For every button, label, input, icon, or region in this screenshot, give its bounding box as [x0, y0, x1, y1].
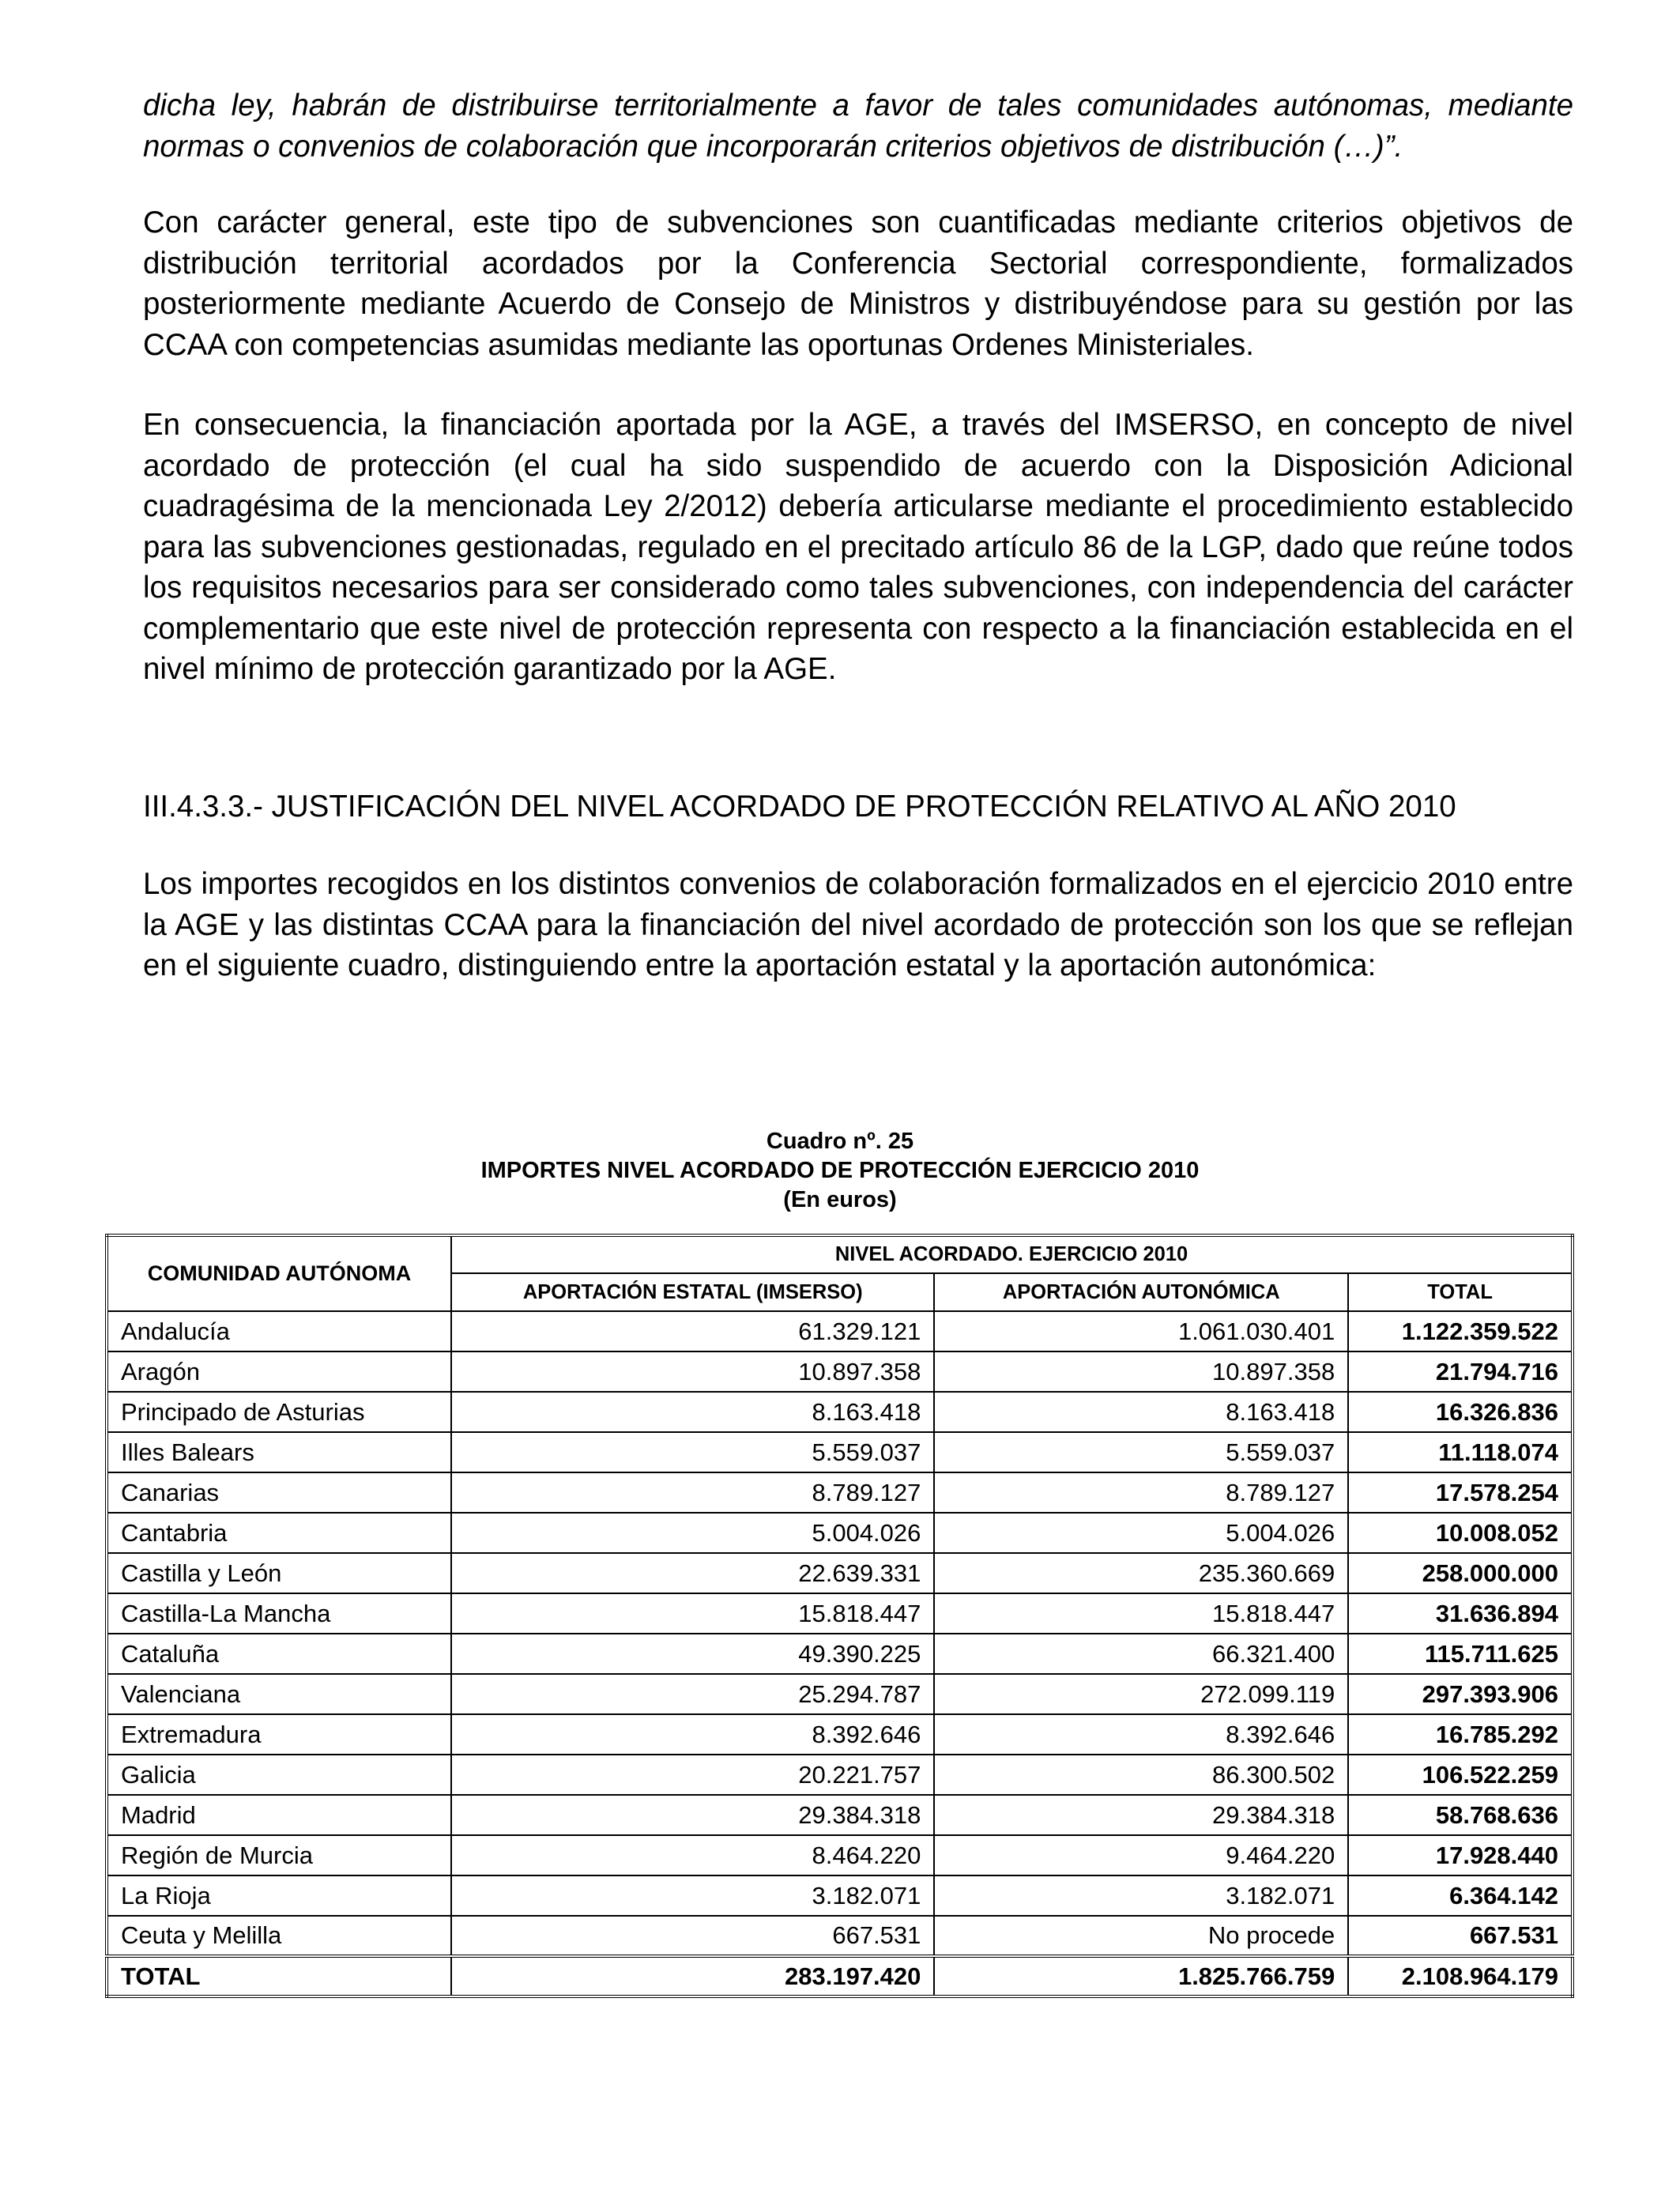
total-row — [107, 1956, 1573, 1996]
table-row — [107, 1513, 1573, 1553]
table-row — [107, 1593, 1573, 1634]
caption-number: Cuadro nº. 25 — [766, 1129, 914, 1154]
cell-total: 16.785.292 — [1348, 1714, 1573, 1755]
cell-comunidad: Extremadura — [107, 1714, 451, 1755]
cell-comunidad: Canarias — [107, 1472, 451, 1513]
cell-total: 1.122.359.522 — [1348, 1311, 1573, 1351]
table-row — [107, 1472, 1573, 1513]
cell-total: 258.000.000 — [1348, 1553, 1573, 1593]
cell-autonomica: 29.384.318 — [934, 1795, 1348, 1835]
cell-autonomica: 235.360.669 — [934, 1553, 1348, 1593]
cell-total: 297.393.906 — [1348, 1674, 1573, 1714]
total-estatal: 283.197.420 — [451, 1956, 934, 1996]
cell-autonomica: No procede — [934, 1916, 1348, 1956]
cell-comunidad: Cataluña — [107, 1634, 451, 1674]
cell-estatal: 25.294.787 — [451, 1674, 934, 1714]
cell-autonomica: 10.897.358 — [934, 1351, 1348, 1392]
cell-estatal: 10.897.358 — [451, 1351, 934, 1392]
table-row — [107, 1634, 1573, 1674]
cell-estatal: 8.464.220 — [451, 1835, 934, 1875]
cell-total: 17.578.254 — [1348, 1472, 1573, 1513]
cell-autonomica: 8.789.127 — [934, 1472, 1348, 1513]
table-row — [107, 1553, 1573, 1593]
cell-estatal: 5.559.037 — [451, 1432, 934, 1472]
cell-autonomica: 5.559.037 — [934, 1432, 1348, 1472]
header-nivel-acordado: NIVEL ACORDADO. EJERCICIO 2010 — [451, 1235, 1573, 1273]
table-row — [107, 1714, 1573, 1755]
table-row — [107, 1432, 1573, 1472]
paragraph-consecuencia: En consecuencia, la financiación aportada por la AGE, a través del IMSERSO, en concepto de nivel acordado de protección (el cual ha sido suspendido de acuerdo con la Disposición Adicional cuadragésima de la mencionada Ley 2/2012) debería articularse mediante el procedimiento establecido para las subvenciones gestionadas, regulado en el precitado artículo 86 de la LGP, dado que reúne todos los requisitos necesarios para ser considerado como tales subvenciones, con independencia del carácter complementario que este nivel de protección representa con respecto a la financiación establecida en el nivel mínimo de protección garantizado por la AGE. — [143, 408, 1573, 686]
cell-estatal: 49.390.225 — [451, 1634, 934, 1674]
table-body — [107, 1311, 1573, 1996]
cell-comunidad: Ceuta y Melilla — [107, 1916, 451, 1956]
table-row — [107, 1351, 1573, 1392]
cell-estatal: 29.384.318 — [451, 1795, 934, 1835]
cell-estatal: 61.329.121 — [451, 1311, 934, 1351]
cell-total: 31.636.894 — [1348, 1593, 1573, 1634]
cell-total: 16.326.836 — [1348, 1392, 1573, 1432]
cell-total: 115.711.625 — [1348, 1634, 1573, 1674]
header-estatal: APORTACIÓN ESTATAL (IMSERSO) — [451, 1273, 934, 1311]
cell-total: 6.364.142 — [1348, 1875, 1573, 1916]
cell-estatal: 8.789.127 — [451, 1472, 934, 1513]
cell-comunidad: Castilla-La Mancha — [107, 1593, 451, 1634]
table-row — [107, 1875, 1573, 1916]
importes-table — [105, 1234, 1574, 1998]
table-row — [107, 1835, 1573, 1875]
intro-block — [143, 864, 1573, 986]
cell-autonomica: 8.392.646 — [934, 1714, 1348, 1755]
cell-estatal: 8.163.418 — [451, 1392, 934, 1432]
cell-comunidad: Galicia — [107, 1755, 451, 1795]
total-label: TOTAL — [107, 1956, 451, 1996]
cell-comunidad: Aragón — [107, 1351, 451, 1392]
cell-comunidad: Valenciana — [107, 1674, 451, 1714]
document-body — [143, 85, 1573, 690]
caption-title: IMPORTES NIVEL ACORDADO DE PROTECCIÓN EJERCICIO 2010 — [480, 1158, 1200, 1183]
section-heading: III.4.3.3.- JUSTIFICACIÓN DEL NIVEL ACORDADO DE PROTECCIÓN RELATIVO AL AÑO 2010 — [143, 790, 1456, 824]
cell-total: 17.928.440 — [1348, 1835, 1573, 1875]
cell-total: 58.768.636 — [1348, 1795, 1573, 1835]
cell-comunidad: Castilla y León — [107, 1553, 451, 1593]
cell-total: 106.522.259 — [1348, 1755, 1573, 1795]
paragraph-importes: Los importes recogidos en los distintos convenios de colaboración formalizados en el ejercicio 2010 entre la AGE y las distintas CCAA para la financiación del nivel acordado de protección son los que se reflejan en el siguiente cuadro, distinguiendo entre la aportación estatal y la aportación autonómica: — [143, 867, 1573, 982]
cell-estatal: 5.004.026 — [451, 1513, 934, 1553]
table-row — [107, 1795, 1573, 1835]
header-autonomica: APORTACIÓN AUTONÓMICA — [934, 1273, 1348, 1311]
cell-autonomica: 272.099.119 — [934, 1674, 1348, 1714]
cell-comunidad: Principado de Asturias — [107, 1392, 451, 1432]
table-row — [107, 1392, 1573, 1432]
cell-total: 667.531 — [1348, 1916, 1573, 1956]
table-row — [107, 1916, 1573, 1956]
table-caption — [0, 1127, 1680, 1215]
cell-autonomica: 66.321.400 — [934, 1634, 1348, 1674]
cell-autonomica: 15.818.447 — [934, 1593, 1348, 1634]
cell-total: 21.794.716 — [1348, 1351, 1573, 1392]
cell-comunidad: Región de Murcia — [107, 1835, 451, 1875]
cell-autonomica: 86.300.502 — [934, 1755, 1348, 1795]
cell-comunidad: Illes Balears — [107, 1432, 451, 1472]
cell-estatal: 3.182.071 — [451, 1875, 934, 1916]
header-total: TOTAL — [1348, 1273, 1573, 1311]
cell-comunidad: Cantabria — [107, 1513, 451, 1553]
header-comunidad: COMUNIDAD AUTÓNOMA — [107, 1235, 451, 1311]
cell-estatal: 8.392.646 — [451, 1714, 934, 1755]
table-row — [107, 1755, 1573, 1795]
cell-estatal: 20.221.757 — [451, 1755, 934, 1795]
cell-autonomica: 3.182.071 — [934, 1875, 1348, 1916]
cell-autonomica: 5.004.026 — [934, 1513, 1348, 1553]
cell-autonomica: 8.163.418 — [934, 1392, 1348, 1432]
cell-autonomica: 1.061.030.401 — [934, 1311, 1348, 1351]
paragraph-quote-end: dicha ley, habrán de distribuirse territorialmente a favor de tales comunidades autónomas, mediante normas o convenios de colaboración que incorporarán criterios objetivos de distribución (…)”. — [143, 89, 1573, 164]
cell-comunidad: Andalucía — [107, 1311, 451, 1351]
cell-total: 11.118.074 — [1348, 1432, 1573, 1472]
cell-estatal: 22.639.331 — [451, 1553, 934, 1593]
table-row — [107, 1674, 1573, 1714]
cell-comunidad: Madrid — [107, 1795, 451, 1835]
total-total: 2.108.964.179 — [1348, 1956, 1573, 1996]
cell-estatal: 667.531 — [451, 1916, 934, 1956]
table-row — [107, 1311, 1573, 1351]
cell-total: 10.008.052 — [1348, 1513, 1573, 1553]
cell-comunidad: La Rioja — [107, 1875, 451, 1916]
caption-units: (En euros) — [783, 1187, 897, 1212]
paragraph-general: Con carácter general, este tipo de subvenciones son cuantificadas mediante criterios objetivos de distribución territorial acordados por la Conferencia Sectorial correspondiente, formalizados posteriormente mediante Acuerdo de Consejo de Ministros y distribuyéndose para su gestión por las CCAA con competencias asumidas mediante las oportunas Ordenes Ministeriales. — [143, 205, 1573, 362]
total-autonomica: 1.825.766.759 — [934, 1956, 1348, 1996]
cell-estatal: 15.818.447 — [451, 1593, 934, 1634]
cell-autonomica: 9.464.220 — [934, 1835, 1348, 1875]
